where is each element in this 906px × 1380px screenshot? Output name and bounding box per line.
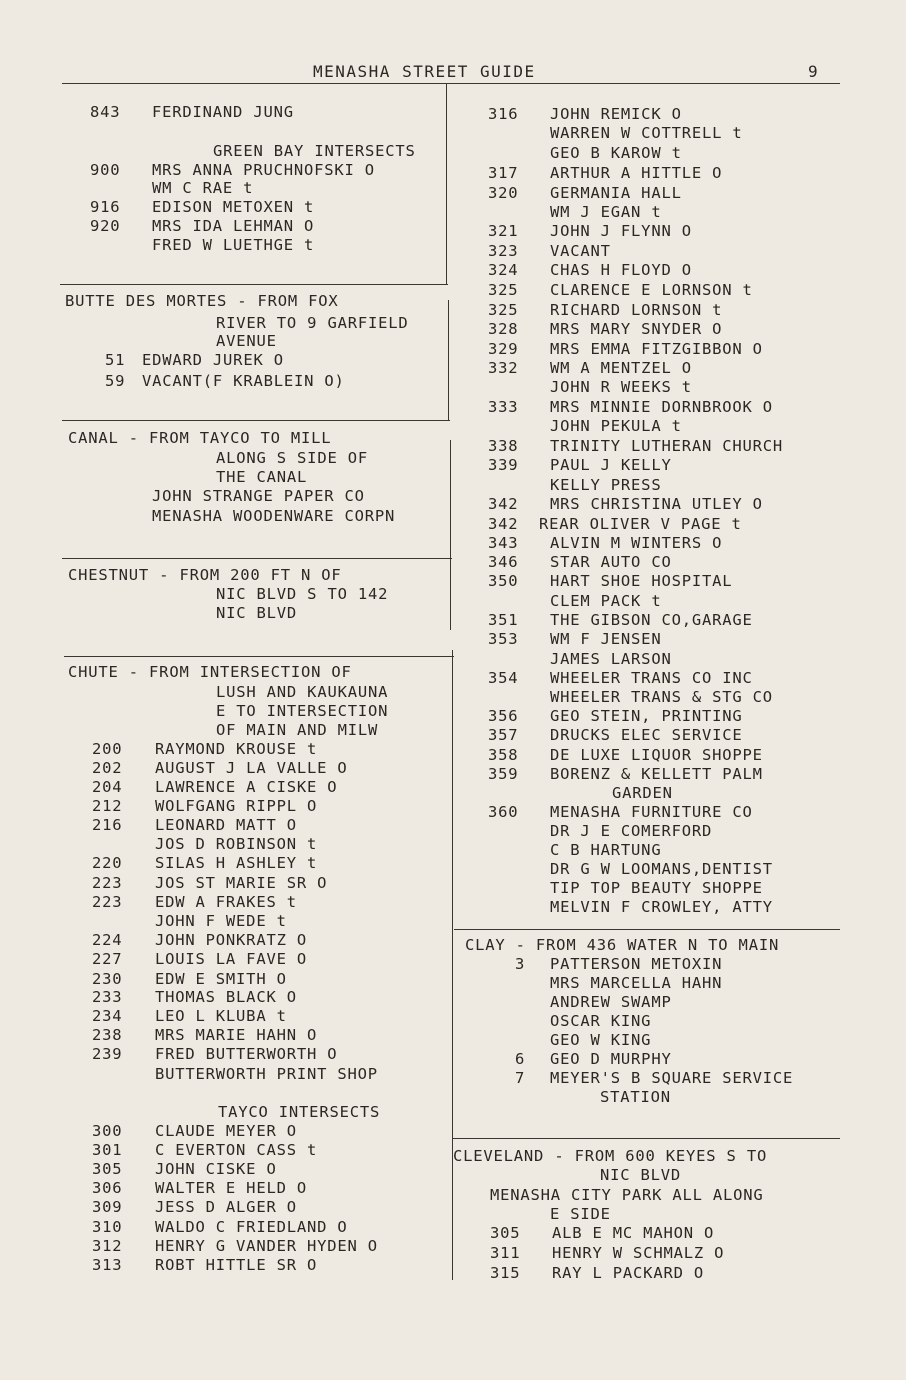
entry-text: C EVERTON CASS t	[155, 1141, 318, 1159]
directory-entry	[0, 974, 906, 993]
house-number: 342	[488, 495, 519, 513]
directory-entry	[0, 281, 906, 300]
directory-entry	[0, 860, 906, 879]
directory-entry	[0, 124, 906, 143]
house-number: 342	[488, 515, 519, 533]
directory-entry	[0, 378, 906, 397]
entry-text: THE CANAL	[216, 468, 308, 486]
directory-entry	[0, 841, 906, 860]
directory-entry	[0, 437, 906, 456]
entry-text: GARDEN	[612, 784, 673, 802]
entry-text: ARTHUR A HITTLE O	[550, 164, 723, 182]
directory-entry	[0, 417, 906, 436]
house-number: 216	[92, 816, 123, 834]
entry-text: RAY L PACKARD O	[552, 1264, 704, 1282]
entry-text: DRUCKS ELEC SERVICE	[550, 726, 743, 744]
directory-entry	[0, 592, 906, 611]
directory-entry	[0, 993, 906, 1012]
directory-entry	[0, 398, 906, 417]
entry-text: WM J EGAN t	[550, 203, 662, 221]
entry-text: WM A MENTZEL O	[550, 359, 692, 377]
house-number: 224	[92, 931, 123, 949]
directory-entry	[0, 1069, 906, 1088]
directory-entry	[0, 515, 906, 534]
entry-text: CLEVELAND - FROM 600 KEYES S TO	[453, 1147, 768, 1165]
entry-text: CHAS H FLOYD O	[550, 261, 692, 279]
entry-text: HENRY G VANDER HYDEN O	[155, 1237, 378, 1255]
directory-entry	[0, 1147, 906, 1166]
entry-text: RIVER TO 9 GARFIELD	[216, 314, 409, 332]
house-number: 305	[92, 1160, 123, 1178]
house-number: 900	[90, 161, 121, 179]
directory-entry	[0, 1088, 906, 1107]
directory-entry	[0, 936, 906, 955]
entry-text: JESS D ALGER O	[155, 1198, 297, 1216]
entry-text: PAUL J KELLY	[550, 456, 672, 474]
entry-text: EDW E SMITH O	[155, 970, 287, 988]
entry-text: ANDREW SWAMP	[550, 993, 672, 1011]
directory-entry	[0, 184, 906, 203]
entry-text: WALDO C FRIEDLAND O	[155, 1218, 348, 1236]
entry-text: MRS MINNIE DORNBROOK O	[550, 398, 773, 416]
house-number: 353	[488, 630, 519, 648]
entry-text: TAYCO INTERSECTS	[218, 1103, 381, 1121]
entry-text: CLARENCE E LORNSON t	[550, 281, 753, 299]
entry-text: WOLFGANG RIPPL O	[155, 797, 318, 815]
house-number: 223	[92, 874, 123, 892]
entry-text: WHEELER TRANS CO INC	[550, 669, 753, 687]
house-number: 346	[488, 553, 519, 571]
entry-text: WALTER E HELD O	[155, 1179, 307, 1197]
page-number: 9	[808, 62, 818, 81]
house-number: 329	[488, 340, 519, 358]
house-number: 328	[488, 320, 519, 338]
house-number: 317	[488, 164, 519, 182]
house-number: 200	[92, 740, 123, 758]
directory-entry	[0, 476, 906, 495]
entry-text: LEO L KLUBA t	[155, 1007, 287, 1025]
directory-entry	[0, 784, 906, 803]
directory-entry	[0, 203, 906, 222]
entry-text: JOS ST MARIE SR O	[155, 874, 328, 892]
entry-text: TIP TOP BEAUTY SHOPPE	[550, 879, 763, 897]
directory-entry	[0, 1264, 906, 1283]
entry-text: FRED W LUETHGE t	[152, 236, 315, 254]
entry-text: GREEN BAY INTERSECTS	[213, 142, 416, 160]
entry-text: JOHN F WEDE t	[155, 912, 287, 930]
entry-text: REAR OLIVER V PAGE t	[539, 515, 742, 533]
directory-entry	[0, 301, 906, 320]
house-number: 310	[92, 1218, 123, 1236]
directory-entry	[0, 1166, 906, 1185]
entry-text: THE GIBSON CO,GARAGE	[550, 611, 753, 629]
directory-entry	[0, 553, 906, 572]
entry-text: MELVIN F CROWLEY, ATTY	[550, 898, 773, 916]
entry-text: MENASHA CITY PARK ALL ALONG	[490, 1186, 764, 1204]
entry-text: MRS CHRISTINA UTLEY O	[550, 495, 763, 513]
entry-text: NIC BLVD S TO 142	[216, 585, 389, 603]
entry-text: STATION	[600, 1088, 671, 1106]
directory-entry	[0, 242, 906, 261]
entry-text: MRS MARIE HAHN O	[155, 1026, 318, 1044]
entry-text: CLEM PACK t	[550, 592, 662, 610]
directory-entry	[0, 1186, 906, 1205]
entry-text: JOHN PONKRATZ O	[155, 931, 307, 949]
entry-text: WARREN W COTTRELL t	[550, 124, 743, 142]
directory-entry	[0, 456, 906, 475]
entry-text: ALONG S SIDE OF	[216, 449, 368, 467]
entry-text: E SIDE	[550, 1205, 611, 1223]
entry-text: CANAL - FROM TAYCO TO MILL	[68, 429, 332, 447]
house-number: 325	[488, 281, 519, 299]
directory-entry	[0, 898, 906, 917]
entry-text: JOHN PEKULA t	[550, 417, 682, 435]
house-number: 51	[105, 351, 126, 369]
entry-text: HART SHOE HOSPITAL	[550, 572, 733, 590]
entry-text: TRINITY LUTHERAN CHURCH	[550, 437, 784, 455]
directory-entry	[0, 955, 906, 974]
entry-text: GEO STEIN, PRINTING	[550, 707, 743, 725]
directory-entry	[0, 495, 906, 514]
entry-text: MEYER'S B SQUARE SERVICE	[550, 1069, 794, 1087]
directory-entry	[0, 164, 906, 183]
house-number: 339	[488, 456, 519, 474]
directory-entry	[0, 822, 906, 841]
entry-text: CLAY - FROM 436 WATER N TO MAIN	[465, 936, 780, 954]
entry-text: HENRY W SCHMALZ O	[552, 1244, 725, 1262]
entry-text: LAWRENCE A CISKE O	[155, 778, 338, 796]
entry-text: MRS EMMA FITZGIBBON O	[550, 340, 763, 358]
entry-text: ALB E MC MAHON O	[552, 1224, 715, 1242]
entry-text: NIC BLVD	[216, 604, 298, 622]
entry-text: VACANT(F KRABLEIN O)	[142, 372, 345, 390]
entry-text: RAYMOND KROUSE t	[155, 740, 318, 758]
entry-text: MRS MARCELLA HAHN	[550, 974, 723, 992]
directory-entry	[0, 1122, 906, 1141]
entry-text: GEO W KING	[550, 1031, 652, 1049]
page-title: MENASHA STREET GUIDE	[313, 62, 536, 81]
entry-text: JOHN J FLYNN O	[550, 222, 692, 240]
house-number: 220	[92, 854, 123, 872]
house-number: 359	[488, 765, 519, 783]
house-number: 233	[92, 988, 123, 1006]
entry-text: JOHN REMICK O	[550, 105, 682, 123]
entry-text: SILAS H ASHLEY t	[155, 854, 318, 872]
house-number: 357	[488, 726, 519, 744]
entry-text: EDWARD JUREK O	[142, 351, 284, 369]
entry-text: BUTTE DES MORTES - FROM FOX	[65, 292, 339, 310]
entry-text: ROBT HITTLE SR O	[155, 1256, 318, 1274]
entry-text: WM F JENSEN	[550, 630, 662, 648]
entry-text: MENASHA WOODENWARE CORPN	[152, 507, 396, 525]
entry-text: CHUTE - FROM INTERSECTION OF	[68, 663, 352, 681]
entry-text: FRED BUTTERWORTH O	[155, 1045, 338, 1063]
house-number: 920	[90, 217, 121, 235]
entry-text: AVENUE	[216, 332, 277, 350]
entry-text: AUGUST J LA VALLE O	[155, 759, 348, 777]
entry-text: WHEELER TRANS & STG CO	[550, 688, 773, 706]
entry-text: MENASHA FURNITURE CO	[550, 803, 753, 821]
directory-entry	[0, 630, 906, 649]
entry-text: NIC BLVD	[600, 1166, 682, 1184]
directory-entry	[0, 879, 906, 898]
entry-text: LEONARD MATT O	[155, 816, 297, 834]
directory-entry	[0, 1224, 906, 1243]
entry-text: ALVIN M WINTERS O	[550, 534, 723, 552]
entry-text: JOS D ROBINSON t	[155, 835, 318, 853]
entry-text: GEO D MURPHY	[550, 1050, 672, 1068]
directory-entry	[0, 340, 906, 359]
house-number: 315	[490, 1264, 521, 1282]
directory-entry	[0, 726, 906, 745]
directory-entry	[0, 611, 906, 630]
entry-text: RICHARD LORNSON t	[550, 301, 723, 319]
entry-text: MRS MARY SNYDER O	[550, 320, 723, 338]
directory-entry	[0, 650, 906, 669]
house-number: 311	[490, 1244, 521, 1262]
house-number: 301	[92, 1141, 123, 1159]
directory-entry	[0, 688, 906, 707]
entry-text: JAMES LARSON	[550, 650, 672, 668]
entry-text: THOMAS BLACK O	[155, 988, 297, 1006]
house-number: 321	[488, 222, 519, 240]
entry-text: E TO INTERSECTION	[216, 702, 389, 720]
entry-text: JOHN CISKE O	[155, 1160, 277, 1178]
directory-entry	[0, 669, 906, 688]
house-number: 320	[488, 184, 519, 202]
entry-text: JOHN R WEEKS t	[550, 378, 692, 396]
entry-text: WM C RAE t	[152, 179, 254, 197]
house-number: 360	[488, 803, 519, 821]
house-number: 332	[488, 359, 519, 377]
house-number: 227	[92, 950, 123, 968]
directory-entry	[0, 765, 906, 784]
entry-text: JOHN STRANGE PAPER CO	[152, 487, 365, 505]
house-number: 350	[488, 572, 519, 590]
entry-text: MRS ANNA PRUCHNOFSKI O	[152, 161, 375, 179]
entry-text: OF MAIN AND MILW	[216, 721, 379, 739]
directory-entry	[0, 1050, 906, 1069]
house-number: 354	[488, 669, 519, 687]
house-number: 312	[92, 1237, 123, 1255]
entry-text: GEO B KAROW t	[550, 144, 682, 162]
entry-text: OSCAR KING	[550, 1012, 652, 1030]
directory-entry	[0, 803, 906, 822]
entry-text: FERDINAND JUNG	[152, 103, 294, 121]
house-number: 316	[488, 105, 519, 123]
house-number: 239	[92, 1045, 123, 1063]
house-number: 843	[90, 103, 121, 121]
entry-text: PATTERSON METOXIN	[550, 955, 723, 973]
house-number: 306	[92, 1179, 123, 1197]
house-number: 343	[488, 534, 519, 552]
entry-text: LOUIS LA FAVE O	[155, 950, 307, 968]
entry-text: MRS IDA LEHMAN O	[152, 217, 315, 235]
directory-entry	[0, 1012, 906, 1031]
directory-entry	[0, 144, 906, 163]
house-number: 358	[488, 746, 519, 764]
entry-text: EDW A FRAKES t	[155, 893, 297, 911]
house-number: 300	[92, 1122, 123, 1140]
directory-entry	[0, 320, 906, 339]
directory-entry	[0, 746, 906, 765]
house-number: 338	[488, 437, 519, 455]
house-number: 238	[92, 1026, 123, 1044]
entry-text: CHESTNUT - FROM 200 FT N OF	[68, 566, 342, 584]
directory-entry	[0, 1031, 906, 1050]
entry-text: BUTTERWORTH PRINT SHOP	[155, 1065, 378, 1083]
house-number: 202	[92, 759, 123, 777]
header-rule	[62, 83, 840, 84]
directory-entry	[0, 261, 906, 280]
house-number: 59	[105, 372, 126, 390]
house-number: 356	[488, 707, 519, 725]
house-number: 3	[515, 955, 526, 973]
entry-text: DR G W LOOMANS,DENTIST	[550, 860, 773, 878]
entry-text: VACANT	[550, 242, 611, 260]
house-number: 234	[92, 1007, 123, 1025]
entry-text: GERMANIA HALL	[550, 184, 682, 202]
house-number: 230	[92, 970, 123, 988]
house-number: 351	[488, 611, 519, 629]
house-number: 323	[488, 242, 519, 260]
house-number: 204	[92, 778, 123, 796]
house-number: 212	[92, 797, 123, 815]
entry-text: CLAUDE MEYER O	[155, 1122, 297, 1140]
directory-entry	[0, 105, 906, 124]
directory-entry	[0, 1205, 906, 1224]
entry-text: C B HARTUNG	[550, 841, 662, 859]
house-number: 333	[488, 398, 519, 416]
house-number: 223	[92, 893, 123, 911]
directory-entry	[0, 359, 906, 378]
directory-entry	[0, 707, 906, 726]
entry-text: DE LUXE LIQUOR SHOPPE	[550, 746, 763, 764]
house-number: 7	[515, 1069, 526, 1087]
directory-entry	[0, 572, 906, 591]
entry-text: BORENZ & KELLETT PALM	[550, 765, 763, 783]
entry-text: LUSH AND KAUKAUNA	[216, 683, 389, 701]
house-number: 313	[92, 1256, 123, 1274]
directory-entry	[0, 534, 906, 553]
house-number: 6	[515, 1050, 526, 1068]
house-number: 324	[488, 261, 519, 279]
entry-text: KELLY PRESS	[550, 476, 662, 494]
directory-entry	[0, 1244, 906, 1263]
entry-text: DR J E COMERFORD	[550, 822, 713, 840]
house-number: 916	[90, 198, 121, 216]
entry-text: STAR AUTO CO	[550, 553, 672, 571]
directory-entry	[0, 222, 906, 241]
house-number: 305	[490, 1224, 521, 1242]
entry-text: EDISON METOXEN t	[152, 198, 315, 216]
house-number: 309	[92, 1198, 123, 1216]
house-number: 325	[488, 301, 519, 319]
